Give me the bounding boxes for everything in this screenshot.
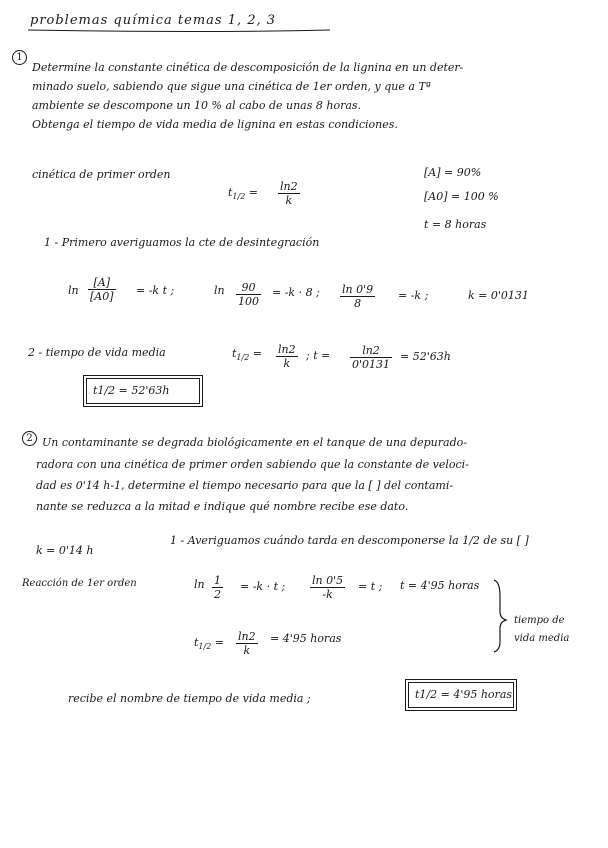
p2-statement-line-3: dad es 0'14 h-1, determine el tiempo necesario para que la [ ] del contami- [36,479,454,492]
p1-halflife-t: t [228,186,233,199]
p1-eq1a-rhs: = -k t ; [136,284,175,297]
p1-eq1c-den: 8 [354,297,362,310]
p2-bracket-label-2: vida media [514,633,570,644]
p2-eqc-result: = 4'95 horas [270,632,342,645]
page-title: problemas química temas 1, 2, 3 [30,13,277,28]
p1-statement-line-1: Determine la constante cinética de descomposición de la lignina en un deter- [32,61,464,74]
p1-step-1: 1 - Primero averiguamos la cte de desintegración [44,236,320,249]
p2-eqb-den: -k [322,588,333,601]
p2-answer-box [408,682,514,708]
p2-eqb-num: ln 0'5 [312,574,344,587]
p2-eqa-den: 2 [214,588,221,601]
p1-eq1b-den: 100 [238,295,259,308]
p1-given-A: [A] = 90% [424,166,482,179]
p2-statement-line-4: nante se reduzca a la mitad e indique qué nombre recibe ese dato. [36,500,409,513]
p1-step-2: 2 - tiempo de vida media [28,346,166,359]
p1-eq2-mid: ; t = [306,349,331,362]
p1-eq1c-rhs: = -k ; [398,289,429,302]
p1-kinetics-label: cinética de primer orden [32,168,171,181]
p1-eq2-t: t [232,347,237,360]
p1-eq1b-ln: ln [214,284,225,297]
p2-eqc-t: t [194,636,199,649]
p1-answer: t1/2 = 52'63h [93,384,170,397]
p1-statement-line-3: ambiente se descompone un 10 % al cabo de unas 8 horas. [32,99,362,112]
p1-eq1b-rhs: = -k · 8 ; [272,286,320,299]
p1-halflife-sub: 1/2 [232,192,246,201]
p1-eq1-k-result: k = 0'0131 [468,289,529,302]
p1-eq2-result: = 52'63h [400,350,451,363]
p2-eqa-rhs: = -k · t ; [240,580,286,593]
p1-eq2-den: k [283,357,291,370]
p1-halflife-num: ln2 [280,180,298,193]
p1-eq2-num: ln2 [278,343,296,356]
problem-1-number: 1 [12,50,27,65]
p2-statement-line-2: radora con una cinética de primer orden sabiendo que la constante de veloci- [36,458,469,471]
p2-step-1: 1 - Averiguamos cuándo tarda en descomponerse la 1/2 de su [ ] [170,534,529,547]
p2-eqc-lhs: $t_{1/2}$ = [194,636,225,651]
p1-eq1a-den: [A0] [90,290,114,303]
p2-bracket-label-1: tiempo de [514,615,565,626]
p1-eq1c-num: ln 0'9 [342,283,374,296]
p2-k-given: k = 0'14 h [36,544,94,557]
p1-eq2-num-2: ln2 [350,344,392,358]
p1-eq2-den-2: 0'0131 [352,358,391,371]
p1-halflife-den: k [285,194,293,207]
p1-eq2-sub: 1/2 [236,353,250,362]
p2-statement-line-1: Un contaminante se degrada biológicamente en el tanque de una depurado- [42,436,467,449]
p1-statement-line-4: Obtenga el tiempo de vida media de lignina en estas condiciones. [32,118,398,131]
p1-statement-line-2: minado suelo, sabiendo que sigue una cinética de 1er orden, y que a Tª [32,80,432,93]
p2-eqc-sub: 1/2 [198,642,212,651]
p1-eq1b-num: 90 [236,281,261,295]
p2-eqb-rhs: = t ; [358,580,383,593]
p2-eqc-den: k [243,644,251,657]
p2-conclusion: recibe el nombre de tiempo de vida media ; [68,692,311,705]
p2-reaction-label: Reacción de 1er orden [22,578,137,589]
p1-eq1a-num: [A] [88,276,116,290]
p2-answer: t1/2 = 4'95 horas [415,688,513,701]
p1-eq2-lhs: $t_{1/2}$ = [232,347,263,362]
p1-eq1a-ln: ln [68,284,79,297]
problem-2-number: 2 [22,431,37,446]
p2-eqc-num: ln2 [238,630,256,643]
p2-eqa-num: 1 [214,574,221,587]
p1-given-t: t = 8 horas [424,218,487,231]
p1-given-A0: [A0] = 100 % [424,190,499,203]
p2-eqa-ln: ln [194,578,205,591]
p2-eqb-result: t = 4'95 horas [400,579,480,592]
p1-halflife-lhs: $t_{1/2}$ = [228,186,259,201]
